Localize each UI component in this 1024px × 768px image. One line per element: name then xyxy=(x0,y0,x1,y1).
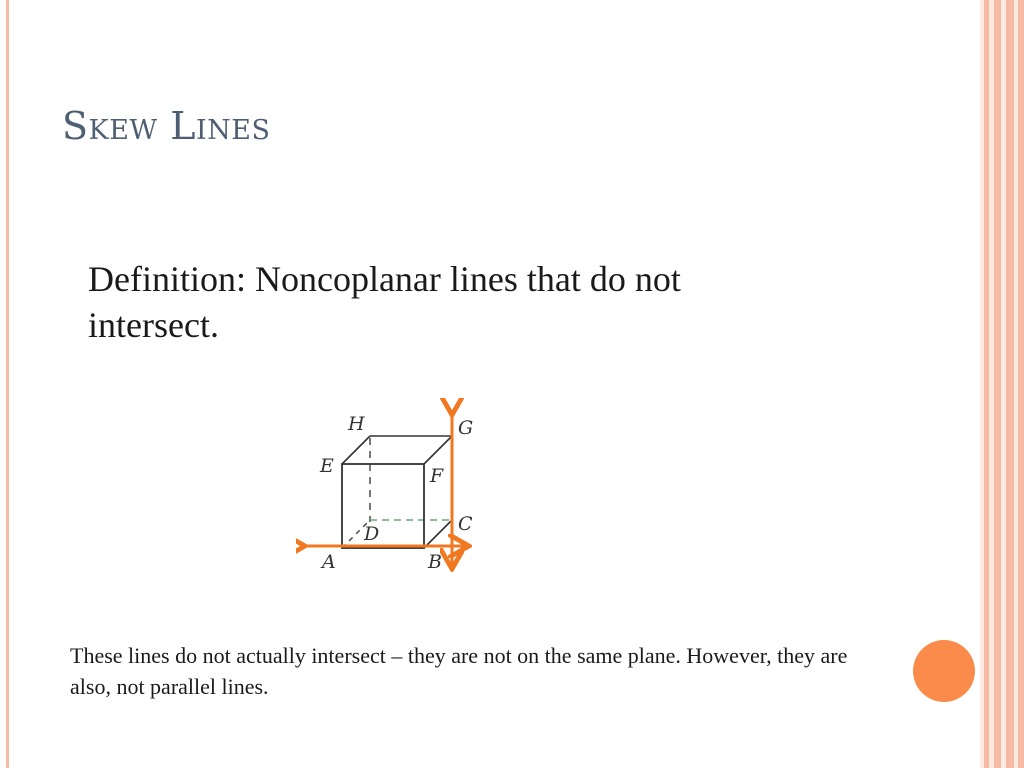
vertex-label-f: F xyxy=(430,465,444,487)
cube-diagram xyxy=(296,398,486,578)
right-stripe xyxy=(994,0,1001,768)
vertex-label-c: C xyxy=(458,513,473,535)
right-stripe xyxy=(984,0,989,768)
slide-title: Skew Lines xyxy=(62,104,271,148)
explanation-note: These lines do not actually intersect – they are not on the same plane. However, they are also, not parallel lines. xyxy=(70,643,848,699)
vertex-label-d: D xyxy=(364,523,380,545)
vertex-label-a: A xyxy=(322,551,336,573)
left-border xyxy=(6,0,9,768)
vertex-label-h: H xyxy=(348,413,365,435)
vertex-label-g: G xyxy=(458,417,474,439)
front-face xyxy=(342,464,424,548)
edge-eh xyxy=(342,436,370,464)
orange-circle-decoration xyxy=(913,640,975,702)
definition-text: Definition: Noncoplanar lines that do not intersect. xyxy=(88,259,681,345)
vertex-label-b: B xyxy=(428,551,442,573)
edge-bc xyxy=(424,520,452,548)
edge-fg xyxy=(424,436,452,464)
right-stripe xyxy=(1018,0,1024,768)
right-stripe xyxy=(1006,0,1014,768)
vertex-label-e: E xyxy=(320,455,334,477)
